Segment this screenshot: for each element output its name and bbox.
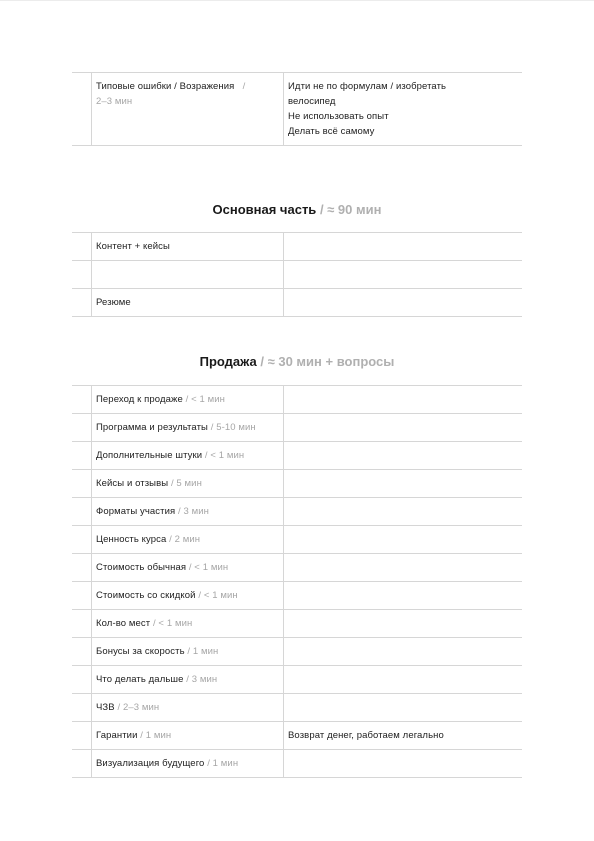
row-note: [284, 386, 523, 414]
row-time: / < 1 мин: [204, 450, 245, 461]
section-title: Основная часть: [212, 202, 317, 217]
section-duration: / ≈ 90 мин: [319, 202, 382, 217]
table-row: [72, 722, 522, 750]
row-margin-cell: [72, 261, 92, 289]
section-title: Продажа: [199, 354, 257, 369]
topic-label: Типовые ошибки / Возражения: [96, 81, 235, 92]
row-note: [284, 638, 523, 666]
table-row: [72, 638, 522, 666]
row-note: [284, 498, 523, 526]
row-label-cell: [92, 582, 284, 610]
table-row: [72, 554, 522, 582]
row-note: [284, 414, 523, 442]
row-margin-cell: [72, 470, 92, 498]
row-label-cell: [92, 554, 284, 582]
main-section-heading: [0, 202, 594, 217]
row-margin-cell: [72, 638, 92, 666]
topic-separator: /: [242, 81, 246, 92]
row-label-cell: [92, 610, 284, 638]
row-note: [284, 750, 523, 778]
objections-table: [72, 72, 522, 146]
row-label: [92, 261, 284, 289]
table-row: [72, 261, 522, 289]
row-note: [284, 666, 523, 694]
table-row: [72, 73, 522, 146]
row-margin-cell: [72, 73, 92, 146]
row-label: Гарантии: [96, 730, 138, 741]
row-note: [284, 582, 523, 610]
table-row: [72, 442, 522, 470]
row-label: Ценность курса: [96, 534, 167, 545]
row-label: Дополнительные штуки: [96, 450, 203, 461]
row-margin-cell: [72, 526, 92, 554]
table-row: [72, 610, 522, 638]
row-note: [284, 261, 523, 289]
table-row: [72, 498, 522, 526]
row-time: / 2 мин: [169, 534, 201, 545]
row-margin-cell: [72, 498, 92, 526]
note-line: Идти не по формулам / изобретать: [288, 81, 447, 92]
row-label: Резюме: [92, 289, 284, 317]
note-line: Не использовать опыт: [288, 111, 389, 122]
row-time: / 3 мин: [186, 674, 218, 685]
row-margin-cell: [72, 694, 92, 722]
row-time: / 1 мин: [207, 758, 239, 769]
sales-section-heading: [0, 354, 594, 369]
row-label-cell: [92, 666, 284, 694]
row-margin-cell: [72, 442, 92, 470]
topic-cell: [92, 73, 284, 146]
row-time: / 1 мин: [140, 730, 172, 741]
row-label: Кол-во мест: [96, 618, 151, 629]
row-label: Контент + кейсы: [92, 233, 284, 261]
row-time: / 3 мин: [178, 506, 209, 517]
row-label-cell: [92, 470, 284, 498]
table-row: [72, 233, 522, 261]
row-label: Программа и результаты: [96, 422, 208, 433]
row-note: [284, 442, 523, 470]
row-margin-cell: [72, 414, 92, 442]
row-note: Возврат денег, работаем легально: [284, 722, 523, 750]
main-section-table: [72, 232, 522, 317]
row-time: / < 1 мин: [198, 590, 238, 601]
notes-cell: [284, 73, 523, 146]
row-label: ЧЗВ: [96, 702, 115, 713]
row-margin-cell: [72, 722, 92, 750]
section-duration: / ≈ 30 мин + вопросы: [260, 354, 395, 369]
table-row: [72, 666, 522, 694]
row-label: Что делать дальше: [96, 674, 184, 685]
row-label: Переход к продаже: [96, 394, 183, 405]
table-row: [72, 414, 522, 442]
row-time: / < 1 мин: [152, 618, 193, 629]
row-note: [284, 610, 523, 638]
row-label-cell: [92, 414, 284, 442]
table-row: [72, 289, 522, 317]
row-label-cell: [92, 750, 284, 778]
row-label-cell: [92, 694, 284, 722]
row-note: [284, 526, 523, 554]
table-row: [72, 750, 522, 778]
row-label: Кейсы и отзывы: [96, 478, 169, 489]
row-label-cell: [92, 526, 284, 554]
row-time: / < 1 мин: [188, 562, 229, 573]
row-margin-cell: [72, 554, 92, 582]
row-label: Стоимость обычная: [96, 562, 187, 573]
sales-section-table: [72, 385, 522, 778]
row-margin-cell: [72, 582, 92, 610]
row-label-cell: [92, 638, 284, 666]
note-line: велосипед: [288, 96, 336, 107]
page-top-border: [0, 0, 594, 1]
row-note: [284, 694, 523, 722]
row-margin-cell: [72, 750, 92, 778]
row-time: / 5-10 мин: [210, 422, 256, 433]
row-margin-cell: [72, 233, 92, 261]
row-label: Бонусы за скорость: [96, 646, 185, 657]
row-margin-cell: [72, 610, 92, 638]
row-label-cell: [92, 722, 284, 750]
topic-time: 2–3 мин: [96, 96, 133, 107]
table-row: [72, 470, 522, 498]
row-margin-cell: [72, 666, 92, 694]
table-row: [72, 526, 522, 554]
row-time: / 2–3 мин: [117, 702, 160, 713]
row-time: / < 1 мин: [185, 394, 225, 405]
row-time: / 5 мин: [170, 478, 202, 489]
row-label-cell: [92, 442, 284, 470]
row-label: Визуализация будущего: [96, 758, 205, 769]
row-label: Стоимость со скидкой: [96, 590, 196, 601]
row-margin-cell: [72, 386, 92, 414]
row-note: [284, 233, 523, 261]
table-row: [72, 386, 522, 414]
row-label-cell: [92, 498, 284, 526]
row-time: / 1 мин: [187, 646, 219, 657]
row-label: Форматы участия: [96, 506, 176, 517]
table-row: [72, 582, 522, 610]
row-note: [284, 470, 523, 498]
note-line: Делать всё самому: [288, 126, 375, 137]
row-note: [284, 554, 523, 582]
row-label-cell: [92, 386, 284, 414]
row-note: [284, 289, 523, 317]
row-margin-cell: [72, 289, 92, 317]
table-row: [72, 694, 522, 722]
